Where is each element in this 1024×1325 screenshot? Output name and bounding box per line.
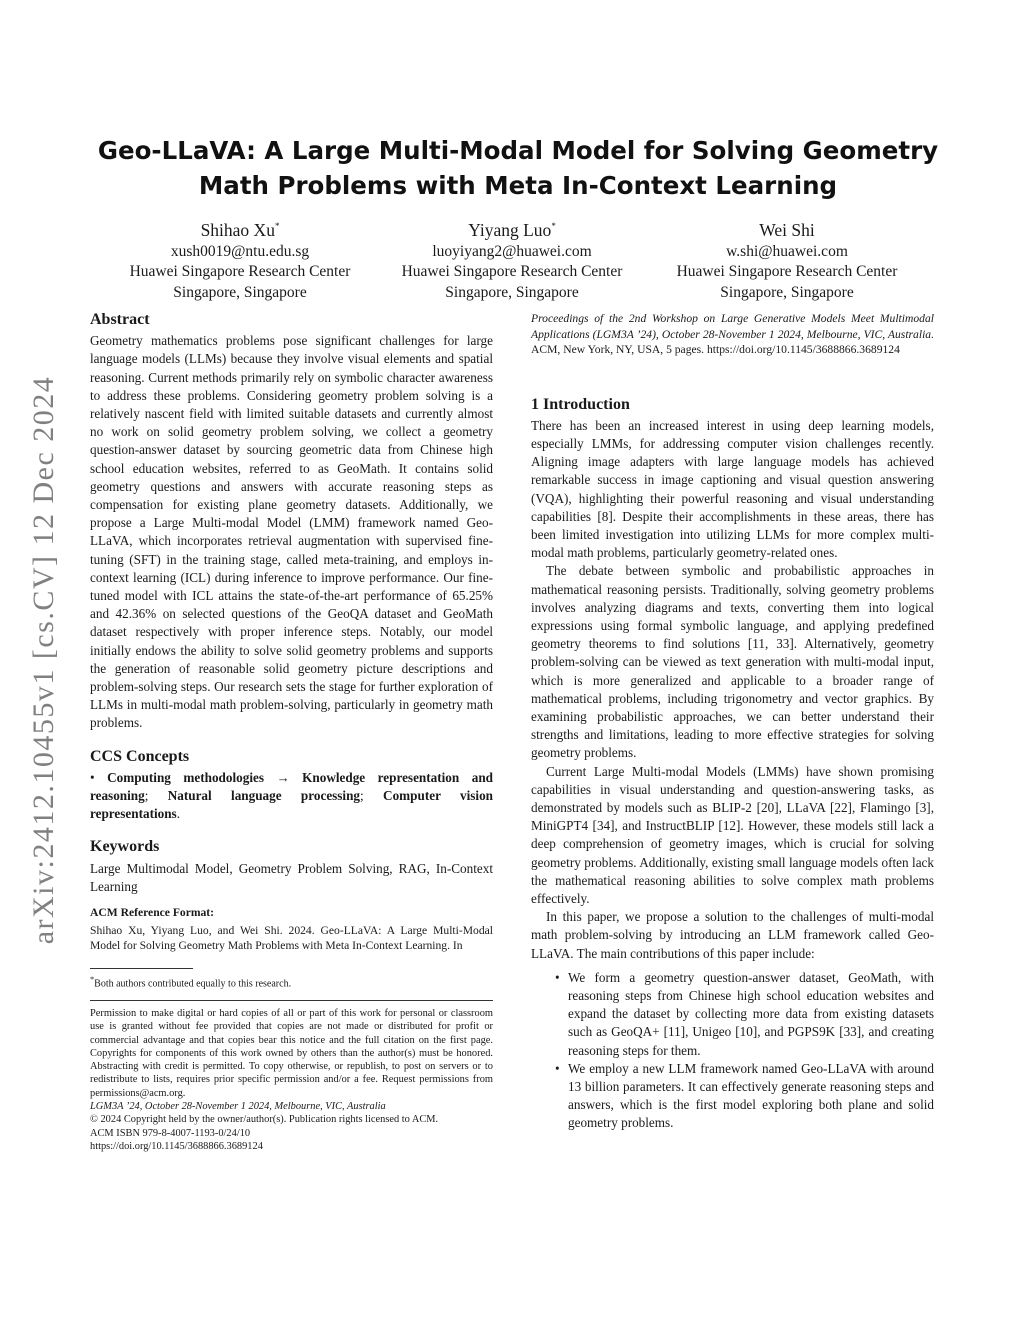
author-email[interactable]: xush0019@ntu.edu.sg	[170, 242, 310, 260]
author-name: Shihao Xu*	[200, 219, 280, 240]
intro-paragraph-3: Current Large Multi-modal Models (LMMs) have shown promising capabilities in visual understanding and question-answering tasks, as demonstrated by models such as BLIP-2 [20], LLaVA [22], Flamingo [3], MiniGPT4 [34], and InstructBLIP [12]. However, these models still lack a deep comprehension of geometry images, which is crucial for solving geometry problems. Additionally, existing small language models often lack the mathematical reasoning abilities to solve complex math problems effectively.	[531, 763, 934, 906]
left-column	[90, 311, 493, 1153]
paper-title	[90, 133, 946, 203]
footnote-rule	[90, 968, 193, 969]
conference-info: LGM3A ’24, October 28-November 1 2024, Melbourne, VIC, Australia	[90, 1101, 386, 1112]
footnote: *Both authors contributed equally to this research.	[90, 974, 292, 989]
copyright-notice: © 2024 Copyright held by the owner/author(s). Publication rights licensed to ACM.	[90, 1114, 439, 1126]
author-email[interactable]: w.shi@huawei.com	[726, 242, 848, 260]
list-item: • We employ a new LLM framework named Geo-LLaVA with around 13 billion parameters. It can effectively generate reasoning steps and answers, which is the first model exploring both plane and solid geometry problems.	[555, 1060, 934, 1131]
keywords-heading: Keywords	[90, 838, 160, 856]
acm-reference-citation-cont: Proceedings of the 2nd Workshop on Large Generative Models Meet Multimodal Applications (LGM3A ’24), October 28-November 1 2024, Melbourne, VIC, Australia. ACM, New York, NY, USA, 5 pages. https://doi.org/10.1145/3688866.3689124	[531, 312, 934, 356]
author-affiliation: Huawei Singapore Research Center	[676, 263, 898, 281]
right-column	[531, 311, 934, 1133]
author-block-2	[367, 214, 657, 303]
acm-reference-citation-start: Shihao Xu, Yiyang Luo, and Wei Shi. 2024. Geo-LLaVA: A Large Multi-Modal Model for Solving Geometry Math Problems with Meta In-Context Learning. In	[90, 923, 493, 953]
title-line-1: Geo-LLaVA: A Large Multi-Modal Model for Solving Geometry	[97, 136, 939, 165]
author-location: Singapore, Singapore	[445, 283, 579, 301]
permission-block	[90, 1007, 493, 1153]
author-affiliation: Huawei Singapore Research Center	[401, 263, 623, 281]
permission-rule	[90, 1000, 493, 1001]
abstract-text: Geometry mathematics problems pose significant challenges for large language models (LLMs) because they involve visual elements and spatial reasoning. Current methods primarily rely on symbolic character awareness to address these problems. Considering geometry problem solving is a relatively nascent field with limited suitable datasets and currently almost no work on solid geometry problem solving, we collect a geometry question-answer dataset by sourcing geometric data from Chinese high school education websites, referred to as GeoMath. It contains solid geometry questions and answers with accurate reasoning steps as compensation for existing plane geometry datasets. Additionally, we propose a Large Multi-modal Model (LMM) framework named Geo-LLaVA, which incorporates retrieval augmentation with supervised fine-tuning (SFT) in the training stage, called meta-training, and employs in-context learning (ICL) during inference to improve performance. Our fine-tuned model with ICL attains the state-of-the-art performance of 65.25% and 42.36% on selected questions of the GeoQA dataset and GeoMath dataset respectively with proper inference steps. Notably, our model initially endows the ability to solve solid geometry problems and supports the generation of reasonable solid geometry picture descriptions and problem-solving steps. Our research sets the stage for further exploration of LLMs in multi-modal math problem-solving, particularly in geometry math problems.	[90, 333, 493, 731]
author-location: Singapore, Singapore	[720, 283, 854, 301]
author-block-3	[642, 214, 932, 303]
doi-link[interactable]: https://doi.org/10.1145/3688866.3689124	[90, 1140, 263, 1152]
ccs-heading: CCS Concepts	[90, 747, 190, 765]
acm-isbn: ACM ISBN 979-8-4007-1193-0/24/10	[90, 1127, 251, 1139]
author-affiliation: Huawei Singapore Research Center	[129, 263, 351, 281]
author-email[interactable]: luoyiyang2@huawei.com	[432, 242, 592, 260]
introduction-heading: 1 Introduction	[531, 395, 630, 413]
keywords-text: Large Multimodal Model, Geometry Problem Solving, RAG, In-Context Learning	[90, 860, 493, 894]
intro-paragraph-4: In this paper, we propose a solution to the challenges of multi-modal math problem-solving by introducing an LLM framework called Geo-LLaVA. The main contributions of this paper include:	[531, 909, 934, 961]
author-block-1	[95, 214, 385, 303]
intro-paragraph-2: The debate between symbolic and probabilistic approaches in mathematical reasoning persists. Traditionally, solving geometry problems involves analyzing diagrams and texts, converting them into logical expressions using formal symbolic language, and applying predefined geometry theorems to find solutions [11, 33]. Alternatively, geometry problem-solving can be viewed as text generation with multi-modal input, which is more generalized and applicable to a broader range of mathematical problems, including trigonometry and vector graphics. By examining probabilistic approaches, we can better understand their strengths and limitations, leading to more effective strategies for solving geometry problems.	[531, 563, 934, 761]
contributions-list	[531, 969, 934, 1133]
list-item: • We form a geometry question-answer dataset, GeoMath, with reasoning steps from Chinese high school education websites and expand the dataset by collecting more data from existing datasets such as GeoQA+ [11], Unigeo [10], and PGPS9K [33], and creating reasoning steps for them.	[555, 969, 934, 1058]
author-location: Singapore, Singapore	[173, 283, 307, 301]
acm-reference-heading: ACM Reference Format:	[90, 906, 215, 920]
permission-text: Permission to make digital or hard copies of all or part of this work for personal or classroom use is granted without fee provided that copies are not made or distributed for profit or commercial advantage and that copies bear this notice and the full citation on the first page. Copyrights for components of this work owned by others than the author(s) must be honored. Abstracting with credit is permitted. To copy otherwise, or republish, to post on servers or to redistribute to lists, requires prior specific permission and/or a fee. Request permissions from permissions@acm.org.	[90, 1007, 493, 1099]
arxiv-identifier: arXiv:2412.10455v1 [cs.CV] 12 Dec 2024	[27, 375, 60, 945]
ccs-concepts: • Computing methodologies → Knowledge representation and reasoning; Natural language processing; Computer vision representations.	[90, 769, 493, 822]
author-name: Yiyang Luo*	[468, 219, 556, 240]
intro-paragraph-1: There has been an increased interest in using deep learning models, especially LMMs, for addressing computer vision challenges recently. Aligning image adapters with large language models has achieved remarkable success in image captioning and visual question answering (VQA), highlighting their powerful reasoning and visual understanding capabilities [8]. Despite their accomplishments in these areas, there has been limited investigation into utilizing LLMs for more complex multi-modal math problems, particularly geometry-related ones.	[531, 417, 934, 561]
author-name: Wei Shi	[759, 219, 815, 240]
abstract-heading: Abstract	[90, 311, 150, 328]
title-line-2: Math Problems with Meta In-Context Learning	[198, 171, 838, 200]
